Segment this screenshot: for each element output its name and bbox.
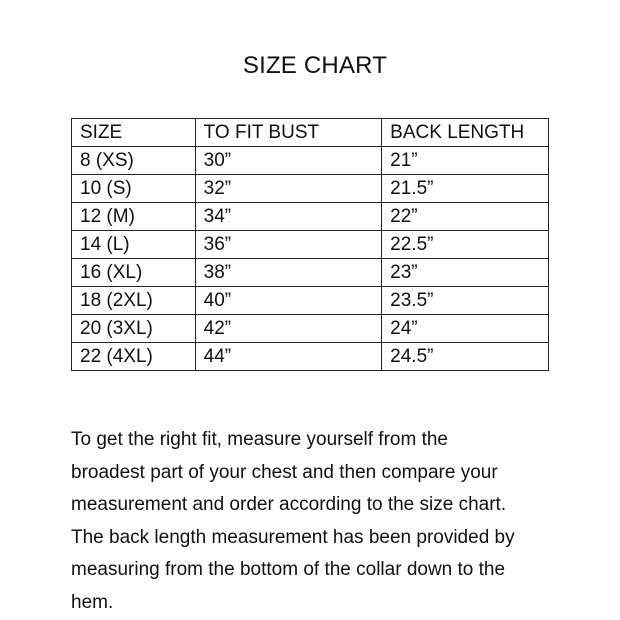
- fit-instructions-line: measurement and order according to the size chart.: [71, 494, 507, 515]
- table-row: [72, 231, 549, 259]
- fit-instructions-line: hem.: [71, 591, 114, 613]
- back-length-cell: 21.5”: [382, 175, 549, 203]
- size-cell: 10 (S): [72, 175, 196, 203]
- bust-cell: 38”: [195, 259, 382, 287]
- fit-instructions-line: The back length measurement has been provided by: [71, 526, 515, 548]
- header-to-fit-bust: TO FIT BUST: [195, 119, 382, 147]
- back-length-cell: 24.5”: [382, 343, 549, 371]
- size-cell: 16 (XL): [72, 259, 196, 287]
- size-cell: 18 (2XL): [72, 287, 196, 315]
- size-chart-table: [71, 118, 549, 371]
- header-size: SIZE: [72, 119, 196, 147]
- table-row: [72, 343, 549, 371]
- bust-cell: 30”: [195, 147, 382, 175]
- bust-cell: 36”: [195, 231, 382, 259]
- table-row: [72, 287, 549, 315]
- back-length-cell: 23.5”: [382, 287, 549, 315]
- fit-instructions: [71, 424, 611, 619]
- fit-instructions-line: To get the right fit, measure yourself from the: [71, 429, 449, 450]
- bust-cell: 44”: [195, 343, 382, 371]
- table-header-row: [72, 119, 549, 147]
- size-cell: 14 (L): [72, 231, 196, 259]
- table-row: [72, 203, 549, 231]
- table-row: [72, 175, 549, 203]
- bust-cell: 42”: [195, 315, 382, 343]
- back-length-cell: 24”: [382, 315, 549, 343]
- fit-instructions-line: broadest part of your chest and then compare your: [71, 461, 498, 483]
- size-cell: 12 (M): [72, 203, 196, 231]
- back-length-cell: 23”: [382, 259, 549, 287]
- back-length-cell: 22”: [382, 203, 549, 231]
- table-row: [72, 259, 549, 287]
- back-length-cell: 22.5”: [382, 231, 549, 259]
- bust-cell: 40”: [195, 287, 382, 315]
- table-row: [72, 315, 549, 343]
- size-cell: 22 (4XL): [72, 343, 196, 371]
- table-row: [72, 147, 549, 175]
- size-cell: 8 (XS): [72, 147, 196, 175]
- header-back-length: BACK LENGTH: [382, 119, 549, 147]
- fit-instructions-line: measuring from the bottom of the collar down to the: [71, 559, 506, 580]
- page-title: SIZE CHART: [242, 52, 388, 79]
- size-cell: 20 (3XL): [72, 315, 196, 343]
- bust-cell: 32”: [195, 175, 382, 203]
- bust-cell: 34”: [195, 203, 382, 231]
- back-length-cell: 21”: [382, 147, 549, 175]
